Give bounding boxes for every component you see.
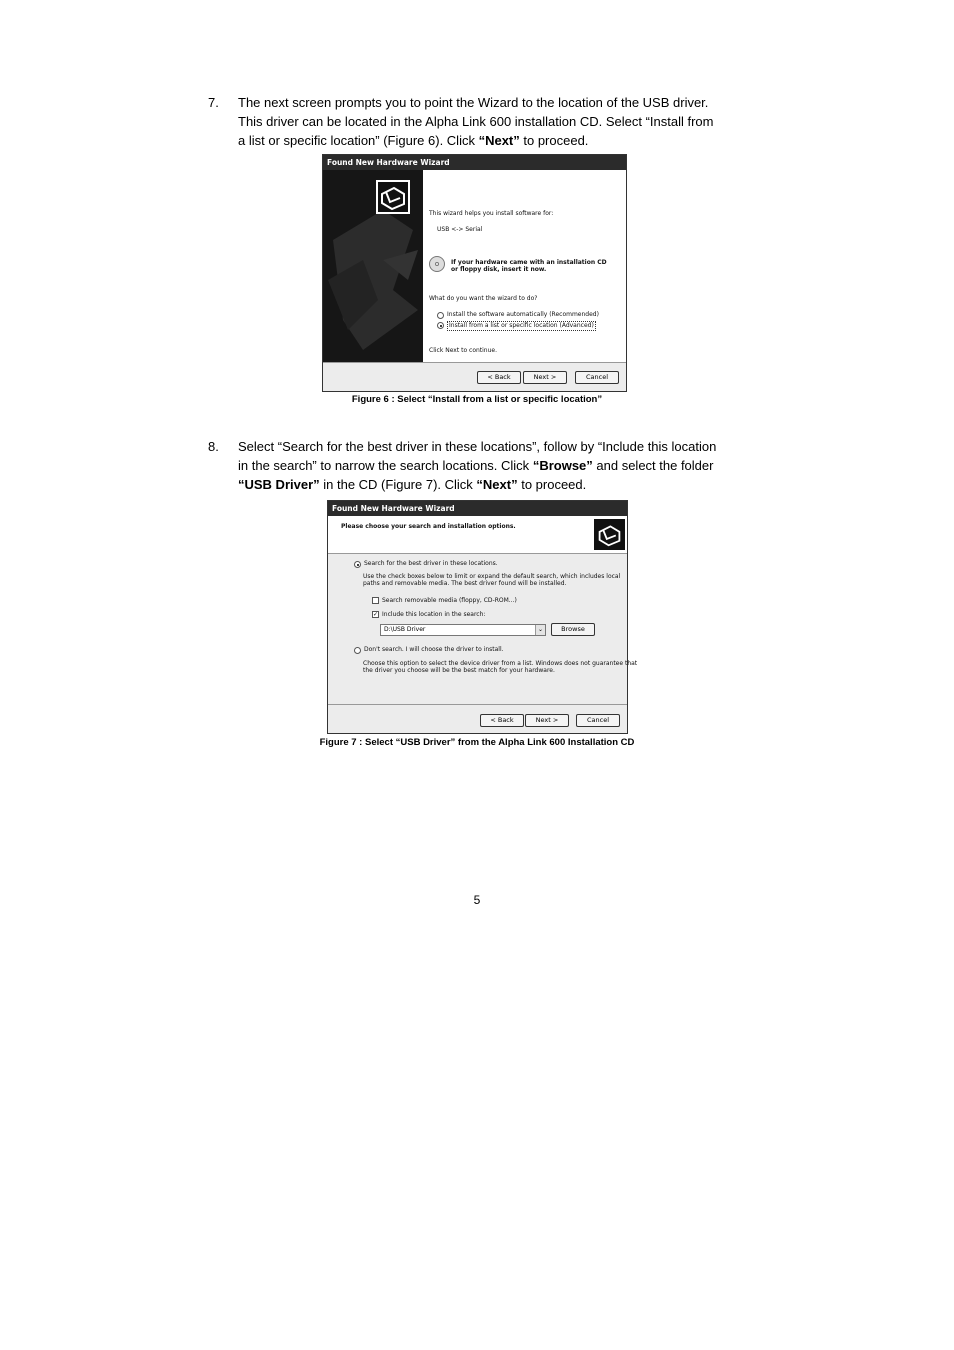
- next-button[interactable]: Next >: [523, 371, 567, 384]
- label-include-location[interactable]: Include this location in the search:: [382, 611, 486, 618]
- intro-text: This wizard helps you install software for:: [429, 210, 554, 217]
- step-7: [208, 93, 748, 150]
- cancel-button[interactable]: Cancel: [575, 371, 619, 384]
- step-8-text-part: to proceed.: [517, 477, 587, 492]
- step-7-text: [238, 93, 748, 150]
- chevron-down-icon[interactable]: ⌄: [535, 625, 545, 635]
- step-7-line-2: This driver can be located in the Alpha Link 600 installation CD. Select “Install from: [238, 114, 714, 129]
- wizard-content: [423, 170, 626, 362]
- browse-button[interactable]: Browse: [551, 623, 595, 636]
- checkbox-include-location[interactable]: ✓: [373, 611, 379, 618]
- device-name: USB <-> Serial: [437, 226, 483, 233]
- figure-6-caption: Figure 6 : Select “Install from a list or specific location”: [351, 394, 603, 405]
- hardware-icon: [594, 519, 625, 550]
- step-7-line-1: The next screen prompts you to point the Wizard to the location of the USB driver.: [238, 95, 709, 110]
- button-bar: [328, 704, 627, 733]
- next-button[interactable]: Next >: [525, 714, 569, 727]
- radio-dont-search[interactable]: [354, 647, 361, 654]
- dont-search-description-line-2: the driver you choose will be the best match for your hardware.: [363, 667, 555, 674]
- back-button[interactable]: < Back: [477, 371, 521, 384]
- step-8-text-part: and select the folder: [592, 458, 714, 473]
- location-value: D:\USB Driver: [384, 626, 426, 633]
- usb-driver-emphasis: “USB Driver”: [238, 477, 320, 492]
- cd-icon: [429, 256, 445, 272]
- step-8-text-part: in the search” to narrow the search locations. Click: [238, 458, 533, 473]
- question-text: What do you want the wizard to do?: [429, 295, 538, 302]
- step-7-text-part: a list or specific location” (Figure 6). Click: [238, 133, 479, 148]
- browse-emphasis: “Browse”: [532, 458, 593, 473]
- figure-7-caption: Figure 7 : Select “USB Driver” from the Alpha Link 600 Installation CD: [319, 737, 635, 748]
- step-number: 7.: [208, 95, 219, 110]
- step-8-text: [238, 437, 748, 494]
- window-title: Found New Hardware Wizard: [323, 155, 626, 170]
- option-search-best-driver[interactable]: Search for the best driver in these locations.: [364, 560, 498, 567]
- step-8: [208, 437, 748, 494]
- step-7-line-3: [238, 131, 748, 150]
- next-emphasis: “Next”: [476, 477, 518, 492]
- header-text: Please choose your search and installation options.: [341, 523, 516, 530]
- radio-search-best-driver[interactable]: [354, 561, 361, 568]
- step-8-line-2: [238, 456, 748, 475]
- next-emphasis: “Next”: [478, 133, 520, 148]
- option-install-from-list[interactable]: Install from a list or specific location (Advanced): [449, 322, 594, 329]
- cancel-button[interactable]: Cancel: [576, 714, 620, 727]
- window-title: Found New Hardware Wizard: [328, 501, 627, 516]
- wizard-window-figure-7: [327, 500, 638, 734]
- option-install-automatically[interactable]: Install the software automatically (Recommended): [447, 311, 599, 318]
- wizard-header: [328, 516, 627, 554]
- cd-prompt-line-2: or floppy disk, insert it now.: [451, 266, 547, 273]
- button-bar: [323, 362, 626, 391]
- radio-install-from-list[interactable]: [437, 322, 444, 329]
- search-description-line-1: Use the check boxes below to limit or expand the default search, which includes local: [363, 573, 621, 580]
- search-description-line-2: paths and removable media. The best driver found will be installed.: [363, 580, 567, 587]
- wizard-side-banner: [323, 170, 423, 362]
- continue-text: Click Next to continue.: [429, 347, 498, 354]
- hardware-icon: [376, 180, 410, 214]
- step-7-text-part: to proceed.: [519, 133, 589, 148]
- option-dont-search[interactable]: Don't search. I will choose the driver to install.: [364, 646, 504, 653]
- page-number: 5: [473, 893, 481, 907]
- checkbox-search-removable[interactable]: [372, 597, 379, 604]
- step-8-line-1: Select “Search for the best driver in these locations”, follow by “Include this location: [238, 439, 717, 454]
- step-8-text-part: in the CD (Figure 7). Click: [319, 477, 477, 492]
- back-button[interactable]: < Back: [480, 714, 524, 727]
- dont-search-description-line-1: Choose this option to select the device driver from a list. Windows does not guarantee that: [363, 660, 638, 667]
- wizard-window-figure-6: [322, 154, 627, 392]
- cd-prompt-line-1: If your hardware came with an installation CD: [451, 259, 607, 266]
- label-search-removable[interactable]: Search removable media (floppy, CD-ROM...): [382, 597, 517, 604]
- location-combobox[interactable]: [380, 624, 546, 636]
- step-8-line-3: [238, 475, 748, 494]
- radio-install-automatically[interactable]: [437, 312, 444, 319]
- step-number: 8.: [208, 439, 219, 454]
